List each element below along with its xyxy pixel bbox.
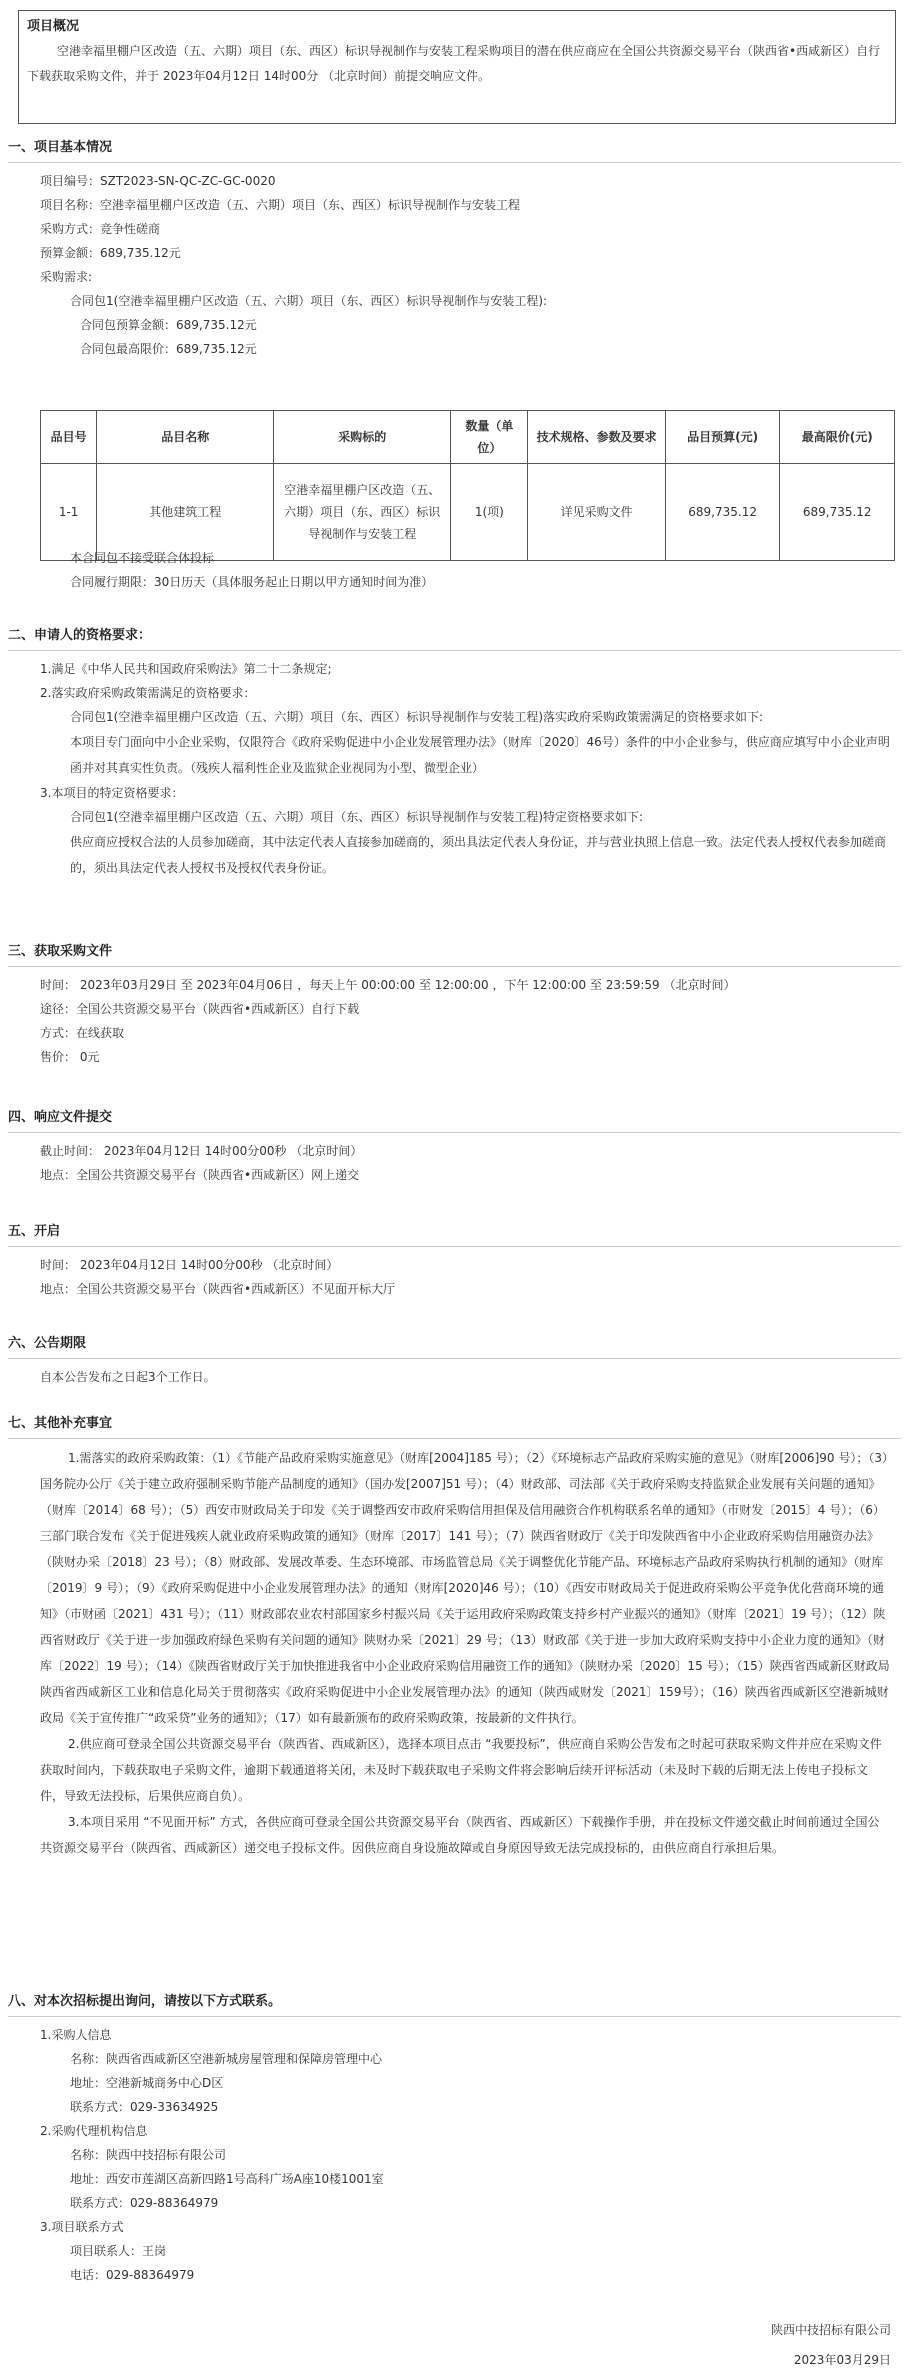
agent-name: 名称：陕西中技招标有限公司 xyxy=(70,2148,227,2162)
section-title: 二、申请人的资格要求： xyxy=(8,624,901,651)
package-budget: 合同包预算金额：689,735.12元 xyxy=(80,318,257,332)
qualification-detail: 合同包1(空港幸福里棚户区改造（五、六期）项目（东、西区）标识导视制作与安装工程)落实政府采购政策需满足的资格要求如下: xyxy=(70,710,764,724)
section-title: 四、响应文件提交 xyxy=(8,1106,901,1133)
table-header: 品目号 xyxy=(41,411,97,464)
items-table xyxy=(40,410,895,561)
section-title: 八、对本次招标提出询问，请按以下方式联系。 xyxy=(8,1990,901,2017)
section-title: 一、项目基本情况 xyxy=(8,136,901,163)
qualification-detail: 合同包1(空港幸福里棚户区改造（五、六期）项目（东、西区）标识导视制作与安装工程)特定资格要求如下: xyxy=(70,810,644,824)
agent-heading: 2.采购代理机构信息 xyxy=(40,2124,148,2138)
section-supplementary xyxy=(8,1412,901,1861)
buyer-heading: 1.采购人信息 xyxy=(40,2028,112,2042)
section-title: 七、其他补充事宜 xyxy=(8,1412,901,1439)
project-contact-phone: 电话：029-88364979 xyxy=(70,2268,195,2282)
section-title: 三、获取采购文件 xyxy=(8,940,901,967)
contract-period: 合同履行期限：30日历天（具体服务起止日期以甲方通知时间为准） xyxy=(70,575,434,589)
qualification-detail: 本项目专门面向中小企业采购，仅限符合《政府采购促进中小企业发展管理办法》（财库〔2020〕46号）条件的中小企业参与，供应商应填写中小企业声明函并对其真实性负责。（残疾人福利性企业及监狱企业视同为小型、微型企业） xyxy=(70,735,890,775)
no-consortium-note: 本合同包不接受联合体投标 xyxy=(70,551,215,565)
buyer-address: 地址：空港新城商务中心D区 xyxy=(70,2076,224,2090)
qualification-item: 1.满足《中华人民共和国政府采购法》第二十二条规定; xyxy=(40,662,332,676)
table-cell: 1(项) xyxy=(451,464,528,561)
qualification-detail: 供应商应授权合法的人员参加磋商，其中法定代表人直接参加磋商的，须出具法定代表人身份证，并与营业执照上信息一致。法定代表人授权代表参加磋商的，须出具法定代表人授权书及授权代表身份证。 xyxy=(70,835,887,875)
table-cell: 其他建筑工程 xyxy=(97,464,274,561)
submission-place: 地点：全国公共资源交易平台（陕西省•西咸新区）网上递交 xyxy=(40,1168,360,1182)
table-header: 最高限价(元) xyxy=(780,411,895,464)
qualification-item: 2.落实政府采购政策需满足的资格要求： xyxy=(40,686,256,700)
agent-address: 地址：西安市莲湖区高新四路1号高科广场A座10楼1001室 xyxy=(70,2172,384,2186)
buyer-phone: 联系方式：029-33634925 xyxy=(70,2100,219,2114)
section-opening xyxy=(8,1220,901,1301)
package-max-price: 合同包最高限价：689,735.12元 xyxy=(80,342,257,356)
buyer-name: 名称：陕西省西咸新区空港新城房屋管理和保障房管理中心 xyxy=(70,2052,383,2066)
procurement-method: 采购方式：竞争性磋商 xyxy=(40,222,161,236)
project-name: 项目名称：空港幸福里棚户区改造（五、六期）项目（东、西区）标识导视制作与安装工程 xyxy=(40,198,521,212)
overview-title: 项目概况 xyxy=(27,19,80,34)
obtain-route: 途径：全国公共资源交易平台（陕西省•西咸新区）自行下载 xyxy=(40,1002,360,1016)
section-title: 五、开启 xyxy=(8,1220,901,1247)
obtain-instructions: 2.供应商可登录全国公共资源交易平台（陕西省、西咸新区），选择本项目点击 “我要投标”，供应商自采购公告发布之时起可获取采购文件并应在采购文件获取时间内，下载获取电子采购文件，逾期下载通道将关闭，未及时下载获取电子采购文件将会影响后续开评标活动（未及时下载的后期无法上传电子投标文件，导致无法投标，后果供应商自负）。 xyxy=(40,1737,882,1803)
table-header: 品目预算(元) xyxy=(665,411,780,464)
table-cell: 空港幸福里棚户区改造（五、六期）项目（东、西区）标识导视制作与安装工程 xyxy=(274,464,451,561)
table-cell: 详见采购文件 xyxy=(528,464,665,561)
section-basic-info xyxy=(8,136,901,361)
section-basic-info-tail xyxy=(8,546,901,594)
table-cell: 689,735.12 xyxy=(780,464,895,561)
project-contact-person: 项目联系人：王岗 xyxy=(70,2244,167,2258)
table-header: 数量（单位） xyxy=(451,411,528,464)
budget-amount: 预算金额：689,735.12元 xyxy=(40,246,181,260)
table-header: 采购标的 xyxy=(274,411,451,464)
notice-period-text: 自本公告发布之日起3个工作日。 xyxy=(40,1370,216,1384)
opening-place: 地点：全国公共资源交易平台（陕西省•西咸新区）不见面开标大厅 xyxy=(40,1282,396,1296)
project-overview-box xyxy=(18,10,896,124)
signature-company: 陕西中技招标有限公司 xyxy=(770,2323,891,2337)
table-cell: 689,735.12 xyxy=(665,464,780,561)
section-contact xyxy=(8,1990,901,2287)
policy-paragraph: 1.需落实的政府采购政策：（1）《节能产品政府采购实施意见》（财库[2004]185 号）；（2）《环境标志产品政府采购实施的意见》（财库[2006]90 号）；（3）国务院办公厅《关于建立政府强制采购节能产品制度的通知》（国办发[2007]51 号）；（4）财政部、司法部《关于政府采购支持监狱企业发展有关问题的通知》（财库〔2014〕68 号）；（5）西安市财政局关于印发《关于调整西安市政府采购信用担保及信用融资合作机构联系名单的通知》（市财发〔2015〕4 号）；（6）三部门联合发布《关于促进残疾人就业政府采购政策的通知》（财库〔2017〕141 号）；（7）陕西省财政厅《关于印发陕西省中小企业政府采购信用融资办法》（陕财办采〔2018〕23 号）；（8）财政部、发展改革委、生态环境部、市场监管总局《关于调整优化节能产品、环境标志产品政府采购执行机制的通知》（财库〔2019〕9 号）；（9）《政府采购促进中小企业发展管理办法》的通知（财库[2020]46 号）；（10）《西安市财政局关于促进政府采购公平竞争优化营商环境的通知》（市财函〔2021〕431 号）；（11）财政部农业农村部国家乡村振兴局《关于运用政府采购政策支持乡村产业振兴的通知》（财库〔2021〕19 号）；（12）陕西省财政厅《关于进一步加强政府绿色采购有关问题的通知》陕财办采〔2021〕29 号；（13）财政部《关于进一步加大政府采购支持中小企业力度的通知》（财库〔2022〕19 号）；（14）《陕西省财政厅关于加快推进我省中小企业政府采购信用融资工作的通知》（陕财办采〔2020〕15 号）；（15）陕西省西咸新区财政局陕西省西咸新区工业和信息化局关于贯彻落实《政府采购促进中小企业发展管理办法》的通知（陕西咸财发〔2021〕159号）；（16）陕西省西咸新区空港新城财政局《关于宣传推广“政采贷”业务的通知》；（17）如有最新颁布的政府采购政策，按最新的文件执行。 xyxy=(40,1451,890,1725)
table-cell: 1-1 xyxy=(41,464,97,561)
obtain-time: 时间： 2023年03月29日 至 2023年04月06日 ，每天上午 00:00:00 至 12:00:00 ，下午 12:00:00 至 23:59:59 （北京时间） xyxy=(40,978,736,992)
table-header: 技术规格、参数及要求 xyxy=(528,411,665,464)
signature-date: 2023年03月29日 xyxy=(793,2353,891,2367)
section-qualification xyxy=(8,624,901,881)
project-number: 项目编号：SZT2023-SN-QC-ZC-GC-0020 xyxy=(40,174,276,188)
opening-time: 时间： 2023年04月12日 14时00分00秒 （北京时间） xyxy=(40,1258,339,1272)
agent-phone: 联系方式：029-88364979 xyxy=(70,2196,219,2210)
table-header-row xyxy=(41,411,895,464)
package-title: 合同包1(空港幸福里棚户区改造（五、六期）项目（东、西区）标识导视制作与安装工程): xyxy=(70,294,548,308)
section-obtain-documents xyxy=(8,940,901,1069)
obtain-price: 售价： 0元 xyxy=(40,1050,100,1064)
section-notice-period xyxy=(8,1332,901,1389)
section-submission xyxy=(8,1106,901,1187)
qualification-item: 3.本项目的特定资格要求： xyxy=(40,786,184,800)
table-header: 品目名称 xyxy=(97,411,274,464)
project-contact-heading: 3.项目联系方式 xyxy=(40,2220,124,2234)
remote-opening-instructions: 3.本项目采用 “不见面开标” 方式，各供应商可登录全国公共资源交易平台（陕西省、西咸新区）下载操作手册，并在投标文件递交截止时间前通过全国公共资源交易平台（陕西省、西咸新区）递交电子投标文件。因供应商自身设施故障或自身原因导致无法完成投标的，由供应商自行承担后果。 xyxy=(40,1815,880,1855)
procurement-demand: 采购需求: xyxy=(40,270,93,284)
section-title: 六、公告期限 xyxy=(8,1332,901,1359)
submission-deadline: 截止时间： 2023年04月12日 14时00分00秒 （北京时间） xyxy=(40,1144,363,1158)
obtain-way: 方式：在线获取 xyxy=(40,1026,125,1040)
overview-text: 空港幸福里棚户区改造（五、六期）项目（东、西区）标识导视制作与安装工程采购项目的潜在供应商应在全国公共资源交易平台（陕西省•西咸新区）自行下载获取采购文件，并于 2023年04月12日 14时00分 （北京时间）前提交响应文件。 xyxy=(27,44,881,83)
